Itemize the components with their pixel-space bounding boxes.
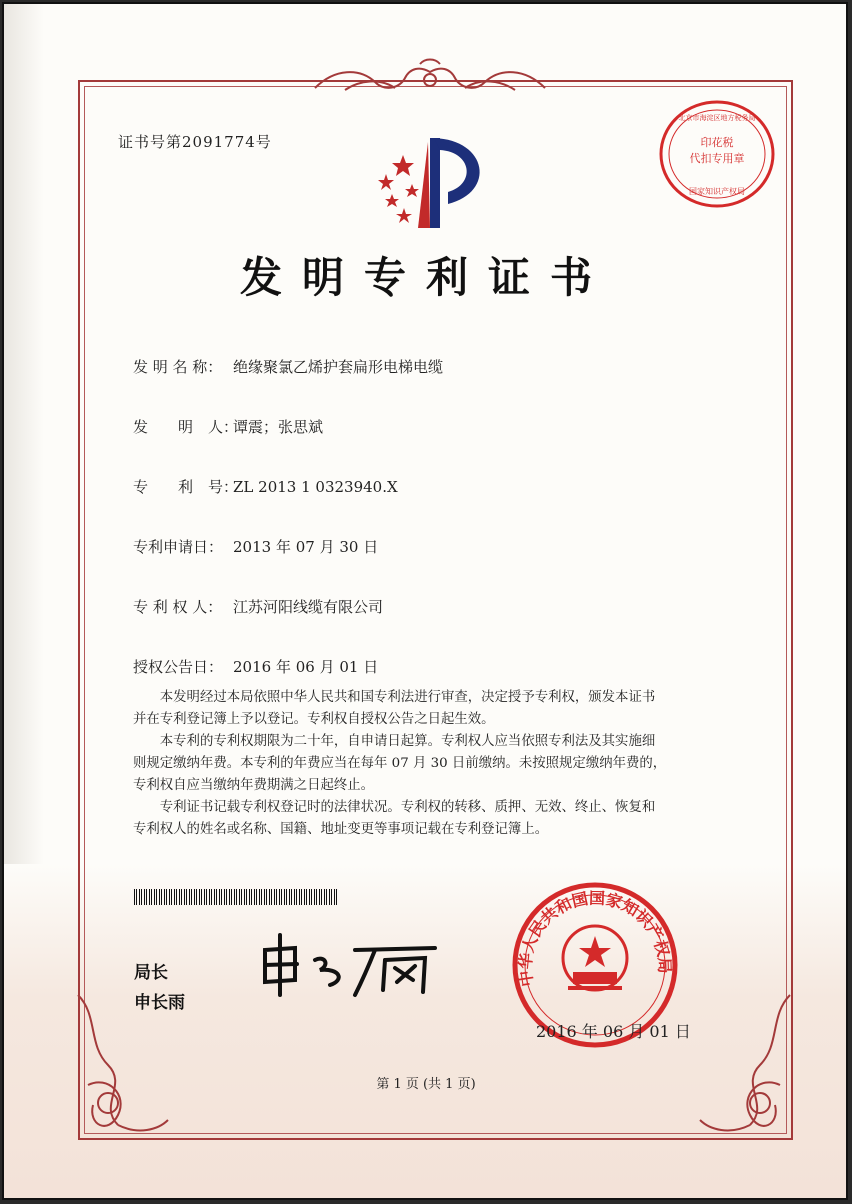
field-label: 授权公告日： — [133, 658, 224, 676]
field-label: 专 利 权 人： — [133, 598, 223, 616]
field-invention-name — [133, 356, 443, 377]
director-name: 申长雨 — [134, 993, 185, 1013]
page-number: 第 1 页 (共 1 页) — [376, 1077, 476, 1092]
top-ornament — [305, 58, 555, 102]
body-line: 并在专利登记簿上予以登记。专利权自授权公告之日起生效。 — [133, 712, 495, 727]
body-line: 则规定缴纳年费。本专利的年费应当在每年 07 月 30 日前缴纳。未按照规定缴纳年费的， — [133, 756, 667, 771]
body-line: 专利权人的姓名或名称、国籍、地址变更等事项记载在专利登记簿上。 — [133, 822, 549, 837]
body-text — [133, 687, 733, 841]
barcode — [134, 889, 338, 905]
bottom-right-ornament — [690, 985, 800, 1145]
page-title: 发明专利证书 — [239, 253, 612, 302]
field-grant-date — [133, 656, 378, 677]
seal-text: 中华人民共和国国家知识产权局 — [515, 888, 675, 988]
svg-text:印花税: 印花税 — [700, 136, 734, 149]
certificate-number: 证书号第2091774号 — [118, 133, 272, 151]
field-label: 发 明 名 称： — [133, 358, 223, 376]
svg-text:北京市海淀区地方税务局: 北京市海淀区地方税务局 — [678, 114, 756, 122]
svg-text:国家知识产权局: 国家知识产权局 — [689, 187, 745, 196]
field-label: 专利申请日： — [133, 538, 224, 556]
field-value: 谭震；张思斌 — [233, 418, 324, 436]
tax-stamp-seal — [657, 98, 777, 210]
field-label: 专 利 号： — [133, 478, 239, 496]
field-value: 2013 年 07 月 30 日 — [233, 538, 379, 556]
svg-text:代扣专用章: 代扣专用章 — [689, 152, 745, 165]
patent-office-logo — [368, 130, 498, 230]
stamp-date: 2016 年 06 月 01 日 — [536, 1022, 691, 1041]
director-signature — [255, 930, 455, 1000]
field-patentee — [133, 596, 383, 617]
body-line: 专利权自应当缴纳年费期满之日起终止。 — [133, 778, 375, 793]
field-value: ZL 2013 1 0323940.X — [233, 478, 398, 496]
field-label: 发 明 人： — [133, 418, 239, 436]
body-line: 专利证书记载专利权登记时的法律状况。专利权的转移、质押、无效、终止、恢复和 — [133, 800, 656, 815]
field-patent-number — [133, 476, 398, 497]
body-line: 本发明经过本局依照中华人民共和国专利法进行审查，决定授予专利权，颁发本证书 — [133, 690, 656, 705]
body-line: 本专利的专利权期限为二十年，自申请日起算。专利权人应当依照专利法及其实施细 — [133, 734, 656, 749]
field-filing-date — [133, 536, 378, 557]
field-value: 江苏河阳线缆有限公司 — [233, 598, 384, 616]
director-title: 局长 — [134, 963, 168, 983]
field-value: 2016 年 06 月 01 日 — [233, 658, 379, 676]
field-inventor — [133, 416, 323, 437]
field-value: 绝缘聚氯乙烯护套扁形电梯电缆 — [233, 358, 444, 376]
